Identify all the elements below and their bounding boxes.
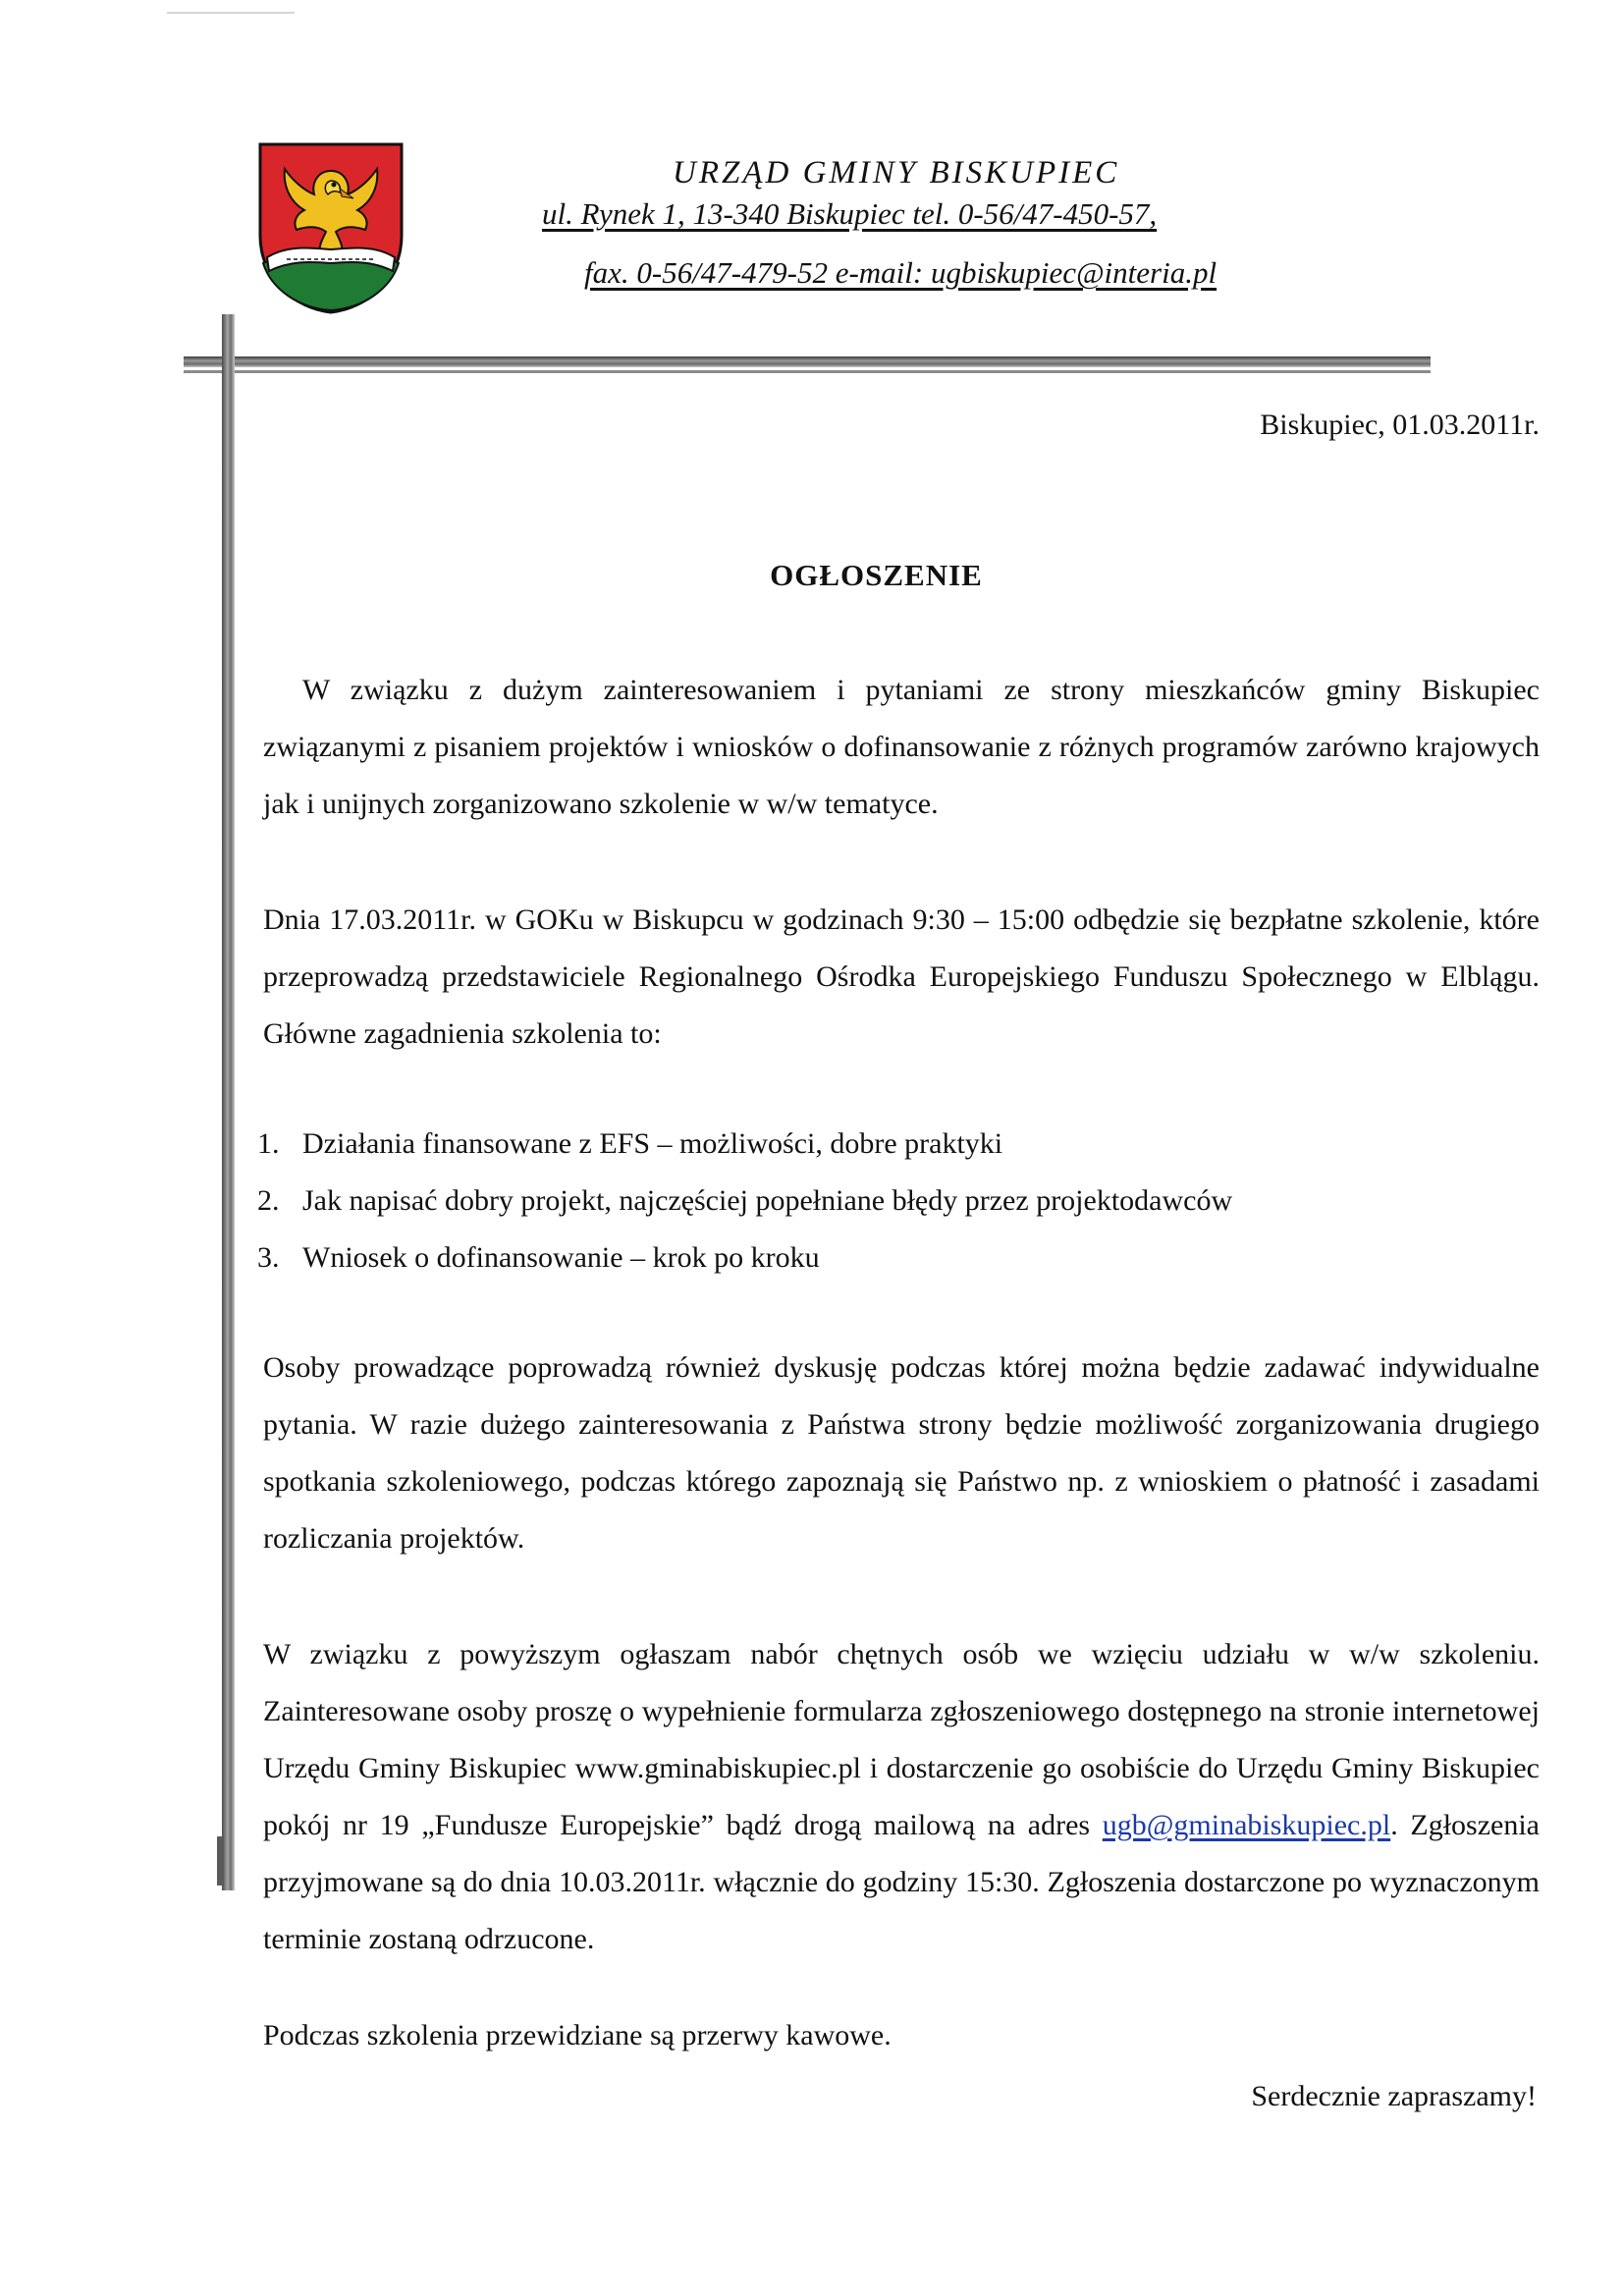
- list-item: [257, 1230, 1232, 1286]
- registration-text-end: . Zgłoszenia przyjmowane są do dnia 10.03.2011r. włącznie do godziny 15:30. Zgłoszenia dostarczone po wyznaczonym terminie zostaną odrzucone.: [263, 1809, 1540, 1955]
- paragraph-intro: W związku z dużym zainteresowaniem i pytaniami ze strony mieszkańców gminy Biskupiec związanymi z pisaniem projektów i wniosków o dofinansowanie z różnych programów zarówno krajowych jak i unijnych zorganizowano szkolenie w w/w tematyce.: [263, 674, 1540, 820]
- list-text: Jak napisać dobry projekt, najczęściej popełniane błędy przez projektodawców: [302, 1184, 1233, 1217]
- list-item: [257, 1173, 1232, 1230]
- closing-line: Serdecznie zapraszamy!: [1251, 2080, 1537, 2112]
- document-heading: OGŁOSZENIE: [770, 558, 983, 592]
- paragraph-training-details: Dnia 17.03.2011r. w GOKu w Biskupcu w godzinach 9:30 – 15:00 odbędzie się bezpłatne szkolenie, które przeprowadzą przedstawiciele Regionalnego Ośrodka Europejskiego Funduszu Społecznego w Elblągu. Główne zagadnienia szkolenia to:: [263, 903, 1540, 1050]
- paragraph-registration: [263, 1626, 1540, 1968]
- margin-rule-vertical: [222, 314, 235, 1890]
- office-name: URZĄD GMINY BISKUPIEC: [673, 155, 1120, 191]
- document-date: Biskupiec, 01.03.2011r.: [1260, 409, 1540, 441]
- registration-text: W związku z powyższym ogłaszam nabór chętnych osób we wzięciu udziału w w/w szkoleniu. Zainteresowane osoby proszę o wypełnienie formularza zgłoszeniowego dostępnego na stronie internetowej Urzędu Gminy Biskupiec www.gminabiskupiec.pl i dostarczenie go osobiście do Urzędu Gminy Biskupiec pokój nr 19 „Fundusze Europejskie” bądź drogą mailową na adres: [263, 1638, 1540, 1841]
- topics-list: [257, 1116, 1232, 1286]
- office-contact: fax. 0-56/47-479-52 e-mail: ugbiskupiec@interia.pl: [584, 255, 1217, 290]
- paragraph-discussion: Osoby prowadzące poprowadzą również dyskusję podczas której można będzie zadawać indywidualne pytania. W razie dużego zainteresowania z Państwa strony będzie możliwość zorganizowania drugiego spotkania szkoleniowego, podczas którego zapoznają się Państwo np. z wnioskiem o płatność i zasadami rozliczania projektów.: [263, 1351, 1540, 1555]
- letterhead-rule-horizontal-thin: [184, 370, 1431, 373]
- list-number: 3.: [257, 1241, 280, 1274]
- office-address: ul. Rynek 1, 13-340 Biskupiec tel. 0-56/47-450-57,: [542, 196, 1158, 231]
- margin-rule-end: [217, 1836, 224, 1886]
- list-text: Wniosek o dofinansowanie – krok po kroku: [302, 1241, 820, 1274]
- list-text: Działania finansowane z EFS – możliwości, dobre praktyki: [302, 1127, 1003, 1160]
- letterhead-rule-horizontal: [184, 356, 1431, 367]
- list-item: [257, 1116, 1232, 1173]
- scan-mark: [167, 12, 295, 14]
- list-number: 2.: [257, 1184, 280, 1217]
- coat-of-arms-pelican-icon: [257, 141, 405, 314]
- email-link[interactable]: ugb@gminabiskupiec.pl: [1102, 1809, 1391, 1841]
- paragraph-coffee-breaks: Podczas szkolenia przewidziane są przerwy kawowe.: [263, 2019, 892, 2051]
- list-number: 1.: [257, 1127, 280, 1160]
